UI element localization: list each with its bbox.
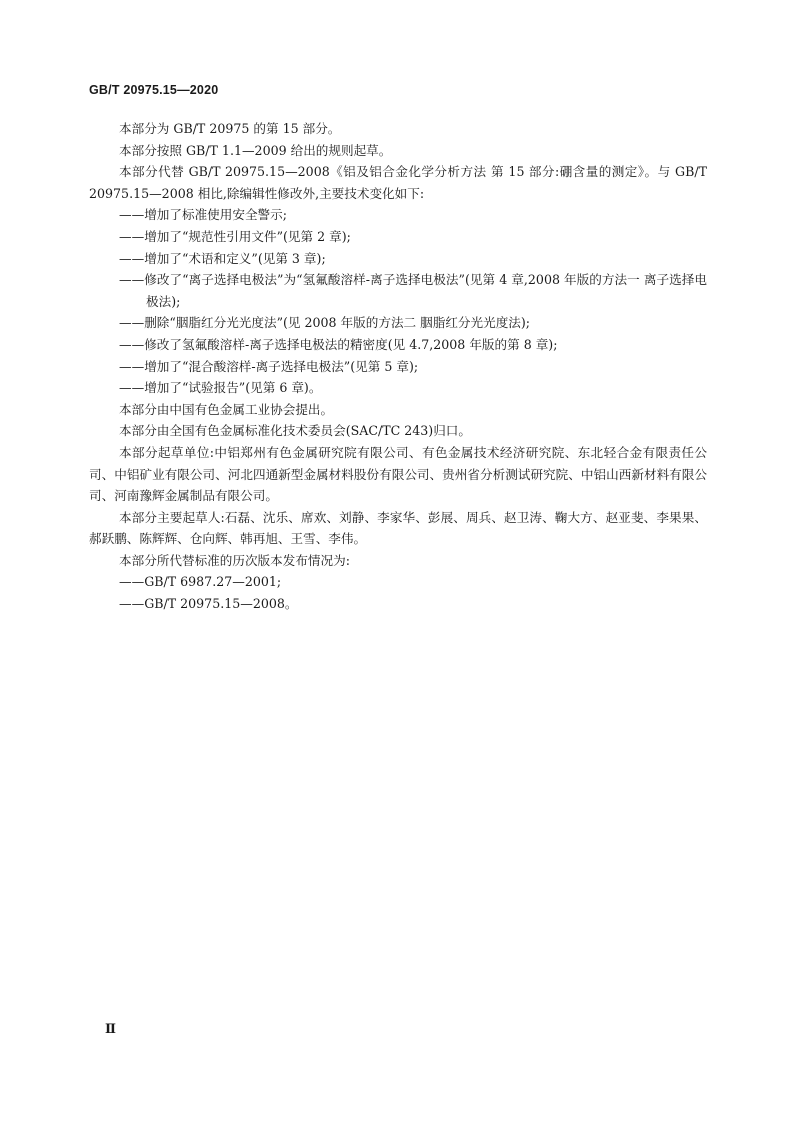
standard-code-header: GB/T 20975.15—2020 [89, 83, 219, 97]
change-item: ——增加了“混合酸溶样-离子选择电极法”(见第 5 章); [119, 358, 419, 374]
paragraph-replacement: 本部分代替 GB/T 20975.15—2008《铝及铝合金化学分析方法 第 15 部分:硼含量的测定》。与 GB/T 20975.15—2008 相比,除编辑性修改外,主要技术变化如下: [89, 164, 707, 201]
history-item: ——GB/T 20975.15—2008。 [119, 596, 298, 612]
page-number: Ⅱ [105, 1022, 116, 1037]
paragraph-drafters: 本部分主要起草人:石磊、沈乐、席欢、刘静、李家华、彭展、周兵、赵卫涛、鞠大方、赵亚斐、李果果、郝跃鹏、陈辉辉、仓向辉、韩再旭、王雪、李伟。 [89, 509, 707, 547]
change-item: ——增加了标准使用安全警示; [119, 207, 287, 223]
history-item: ——GB/T 6987.27—2001; [119, 574, 282, 590]
change-item: ——增加了“试验报告”(见第 6 章)。 [119, 380, 322, 396]
paragraph-drafting-rules: 本部分按照 GB/T 1.1—2009 给出的规则起草。 [119, 142, 392, 158]
paragraph-drafting-units: 本部分起草单位:中铝郑州有色金属研究院有限公司、有色金属技术经济研究院、东北轻合金有限责任公司、中铝矿业有限公司、河北四通新型金属材料股份有限公司、贵州省分析测试研究院、中铝山西新材料有限公司、河南豫辉金属制品有限公司。 [89, 444, 707, 504]
change-item: ——删除“胭脂红分光光度法”(见 2008 年版的方法二 胭脂红分光光度法); [119, 315, 531, 331]
change-item: ——增加了“术语和定义”(见第 3 章); [119, 250, 326, 266]
change-item: ——修改了氢氟酸溶样-离子选择电极法的精密度(见 4.7,2008 年版的第 8 章); [119, 336, 558, 352]
paragraph-custodian: 本部分由全国有色金属标准化技术委员会(SAC/TC 243)归口。 [119, 423, 471, 439]
change-item: ——修改了“离子选择电极法”为“氢氟酸溶样-离子选择电极法”(见第 4 章,2008 年版的方法一 离子选择电极法); [119, 272, 707, 309]
paragraph-part-statement: 本部分为 GB/T 20975 的第 15 部分。 [119, 121, 341, 136]
paragraph-history-intro: 本部分所代替标准的历次版本发布情况为: [119, 552, 350, 568]
foreword-body [89, 118, 707, 615]
paragraph-proposer: 本部分由中国有色金属工业协会提出。 [119, 401, 334, 417]
change-item: ——增加了“规范性引用文件”(见第 2 章); [119, 228, 351, 244]
